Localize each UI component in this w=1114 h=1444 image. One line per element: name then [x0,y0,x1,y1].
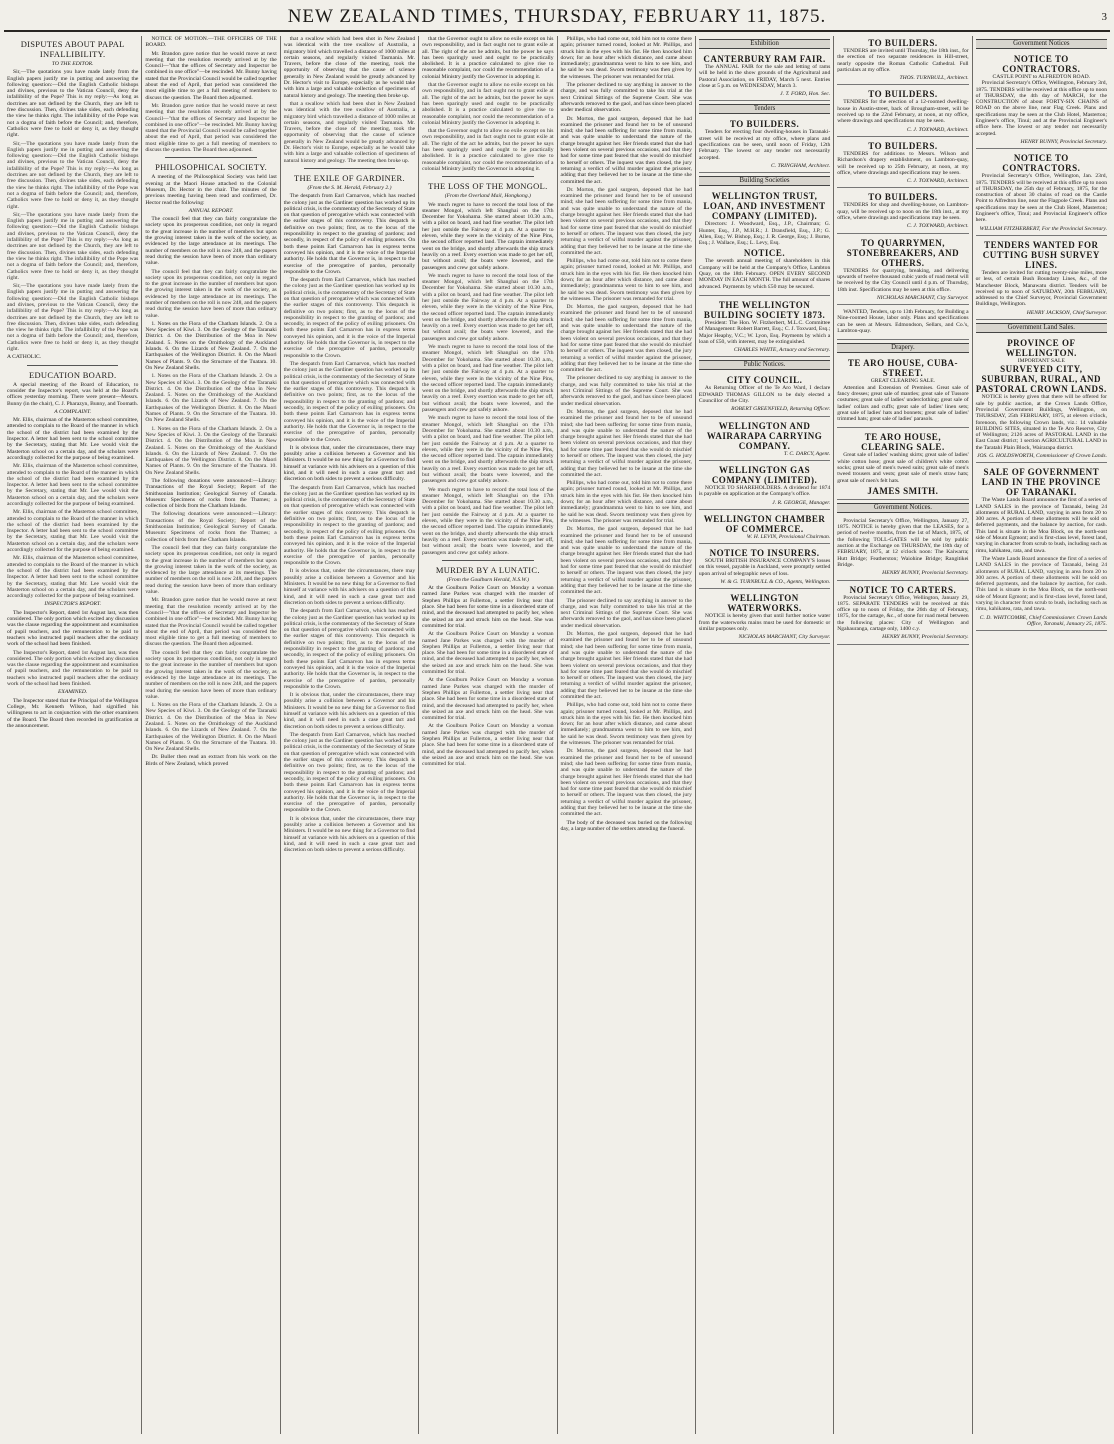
advert-title: NOTICE TO CARTERS. [849,584,957,595]
article-body: 1. Notes on the Flora of the Chatham Islands. 2. On a New Species of Kiwi. 3. On the Geology of the Taranaki District. 4. On the Distribution of the Moa in New Zealand. 5. Notes on the Ornithology of the Auckland Islands. 6. On the Lizards of New Zealand. 7. On the Earthquakes of the Wellington District. 8. On the Maori Names of Plants. 9. On the Structure of the Tuatara. 10. On New Zealand Shells. [145,373,277,424]
subhead-to-editor: TO THE EDITOR. [51,61,94,67]
advert-builders [837,190,968,233]
advert-body: SOUTH BRITISH INSURANCE COMPANY'S losses on this vessel, payable in Auckland, were promptly settled upon arrival of telegraphic news of loss. [698,558,831,577]
subhead: EXAMINED. [58,689,88,696]
advert-signature: NICHOLAS MARCHANT, City Surveyor. [738,634,831,641]
article-body: Sir,—The quotations you have made lately from the English papers justify me in putting and answering the following question:—Did the English Catholic bishops and divines, previous to the Vatican Council, deny the infallibility of the Pope? This is my reply:—As long as doctrines are not defined by the Church, they are left to free discussion. Then, divines take sides, each defending the view he thinks right. The infallibility of the Pope was not a dogma of faith before the Council; and, therefore, Catholics were free to hold or deny it, as they thought right. [7,69,139,139]
subhead: A COMPLAINT. [54,408,92,415]
article-body: The body of the deceased was buried on the following day, a large number of the settlers attending the funeral. [560,819,692,832]
advert-signature: C. J. TOXWARD, Architect. [906,223,969,230]
advert-body: Great sale of ladies' washing skirts; great sale of ladies' white cotton hose; great sale of children's white cotton socks; great sale of men's tweed suits; great sale of men's tweed trousers and vests; great sale of men's straw hats; great sale of men's felt hats. [837,452,969,484]
article-body: The despatch from Earl Carnarvon, which has reached the colony just as the Gardiner question has worked up its political crisis, is the commentary of the Secretary of State on that question of prerogative which was connected with the earlier stages of this controversy. This despatch is definitive on two points; first, as to the locus of the responsibility in respect to the granting of pardons; and secondly, in respect of the policy of exiling prisoners. On both these points Earl Carnarvon has in express terms conveyed his opinion, and it is the voice of the Imperial authority. He holds that the Governor is, in respect to the exercise of the prerogative of pardon, personally responsible to the Crown. [283,360,416,443]
advert-land-sale [976,336,1107,463]
headline-papal: DISPUTES ABOUT PAPAL INFALLIBILITY. [20,39,125,59]
advert-body: TENDERS are invited until Thursday, the 18th inst., for the erection of two separate residences in Hill-street, nearly opposite the Roman Catholic Cathedral. Full particulars at my office. [837,48,969,73]
advert-title: NOTICE TO INSURERS. [709,548,820,559]
column-7 [834,36,972,1434]
article-body: Phillips, who had come out, told him not to come there again; prisoner turned round, looked at Mr. Phillips, and struck him in the eyes with his fist. He then knocked him down; for an hour after which distance, and came about immediately; grandmamma went to him to see him, and he said he was dead. Sworn testimony was then given by the witnesses. The prisoner was remanded for trial. [560,36,692,80]
article-body: that the Governor ought to allow no exile except on his own responsibility, and in fact ought not to grant exile at all. The right of the act he admits, but the power he says has been sparingly used and ought to be practically abolished. It is a practice calculated to give rise to reasonable complaint, nor could the recommendation of a colonial Ministry justify the Governor in adopting it. [422,36,554,80]
advert-body: Tenders for erecting four dwelling-houses in Taranaki-street will be received at my office, where plans and specifications can be seen, until noon of Friday, 12th February. The lowest or any tender not necessarily accepted. [698,129,831,161]
advert-signature: HENRY BUNNY, Provincial Secretary. [1020,138,1107,145]
advert-title: TO BUILDERS. [868,38,938,48]
advert-subtitle: GREAT CLEARING SALE. [870,378,936,385]
article-body: that a swallow which had been shot in New Zealand was identical with the tree swallow of Australia, a migratory bird which travelled a distance of 1000 miles at certain seasons, and regularly visited Tasmania. Mr. Travers, before the close of the meeting, took the opportunity of observing that the cause of science generally in New Zealand would be greatly advanced by Dr. Hector's visit to Europe, especially as he would take with him a large and valuable collection of specimens of natural history and geology. The meeting then broke up. [283,100,416,164]
advert-body: Provincial Secretary's Office, Wellington, Jan. 23rd, 1875. TENDERS will be received at this office up to noon of THURSDAY, the 25th day of February, 1875, for the construction of about 30 chains of road on the Castle Point to Alfredton line, near the Flagpole Creek. Plans and specifications may be seen at the Club Hotel, Masterton; Engineer's office, Tinui; and Provincial Engineer's office here. [975,173,1107,224]
advert-taranaki-sale [976,465,1107,631]
advert-body: TENDERS for additions to Messrs. Wilson and Richardson's drapery establishment, on Lambton-quay, will be received up to 25th February, at noon, at my office, where drawings and specifications may be seen. [837,150,969,176]
headline-philosophical: PHILOSOPHICAL SOCIETY. [155,162,268,173]
section-header-building-societies: Building Societies [699,176,830,186]
advert-title: TENDERS WANTED FOR CUTTING BUSH SURVEY LINES. [982,239,1100,270]
article-body: The prisoner declined to say anything in answer to the charge, and was fully committed to take his trial at the next Criminal Sittings of the Supreme Court. She was afterwards removed to the gaol, and has since been placed under medical observation. [560,82,692,114]
advert-signature: HENRY JACKSON, Chief Surveyor. [1026,309,1107,316]
article-body: Dr. Morton, the gaol surgeon, deposed that he had examined the prisoner and found her to be of unsound mind; she had been suffering for some time from mania, and was quite unable to understand the nature of the charge brought against her. Her friends stated that she had been violent on several previous occasions, and that they had for some time past feared that she would do mischief to herself or others. The inquest was then closed, the jury returning a verdict of wilful murder against the prisoner, adding that they believed her to be insane at the time she committed the act. [560,186,692,256]
column-5 [558,36,696,1434]
article-body: Mr. Ellis, chairman of the Masterton school committee, attended to complain to the Board of the manner in which the school of the district had been examined by the Inspector. A letter had been sent to the school committee by the Secretary, stating that Mr. Lee would visit the Masterton school on a certain day, and the scholars were accordingly collected for the purpose of being examined. [7,509,139,554]
divider [27,365,118,366]
advert-title: TO BUILDERS. [729,119,800,130]
advert-chamber [699,512,830,544]
advert-gas-company [699,463,830,510]
article-body: Dr. Morton, the gaol surgeon, deposed that he had examined the prisoner and found her to be of unsound mind; she had been suffering for some time from mania, and was quite unable to understand the nature of the charge brought against her. Her friends stated that she had been violent on several previous occasions, and that they had for some time past feared that she would do mischief to herself or others. The inquest was then closed, the jury returning a verdict of wilful murder against the prisoner, adding that they believed her to be insane at the time she committed the act. [560,408,692,478]
article-body: The council feel that they can fairly congratulate the society upon its prosperous condition, not only in regard to the great increase in the number of members but upon the growing interest taken in the work of the society, as evidenced by the large attendance at its meetings. The number of members on the roll is now 248, and the papers read during the session have been of more than ordinary value. [145,544,277,596]
article-body: Mr. Brandon gave notice that he would move at next meeting that the resolution recently arrived at by the Council—"that the offices of Secretary and Inspector be combined in one office"—be rescinded. Mr. Bunny having stated that the Provincial Council would be called together about the end of April, that period was considered the most eligible time to get a full meeting of members to discuss the question. The Board then adjourned. [145,50,277,101]
article-body: A meeting of the Philosophical Society was held last evening at the Maori House attached to the Colonial Museum, Dr. Hector in the chair. The minutes of the previous meeting having been read and confirmed, Dr. Hector read the following: [145,174,277,206]
section-header-government-notices: Government Notices [976,39,1107,49]
advert-title: TE ARO HOUSE, CLEARING SALE. [861,432,945,453]
column-1 [4,36,142,1434]
advert-body: The ANNUAL FAIR for the sale and letting of rams will be held in the show grounds of the Agricultural and Pastoral Association, on FRIDAY, March 5 next. Entries close at 5 p.m. on WEDNESDAY, March 3. [698,64,831,89]
advert-title: SALE OF GOVERNMENT LAND IN THE PROVINCE OF TARANAKI. [981,467,1101,498]
article-body: The despatch from Earl Carnarvon, which has reached the colony just as the Gardiner question has worked up its political crisis, is the commentary of the Secretary of State on that question of prerogative which was connected with the earlier stages of this controversy. This despatch is definitive on two points; first, as to the locus of the responsibility in respect to the granting of pardons; and secondly, in respect of the policy of exiling prisoners. On both these points Earl Carnarvon has in express terms conveyed his opinion, and it is the voice of the Imperial authority. He holds that the Governor is, in respect to the exercise of the prerogative of pardon, personally responsible to the Crown. [283,193,416,275]
article-body: Phillips, who had come out, told him not to come there again; prisoner turned round, looked at Mr. Phillips, and struck him in the eyes with his fist. He then knocked him down; for an hour after which distance, and came about immediately; grandmamma went to him to see him, and he said he was dead. Sworn testimony was then given by the witnesses. The prisoner was remanded for trial. [560,480,692,524]
divider [442,176,533,177]
article-body: The following donations were announced:—Library: Transactions of the Royal Society; Report of the Smithsonian Institution; Geological Survey of Canada. Museum: Specimens of rocks from the Thames; a collection of birds from the Chatham Islands. [145,511,277,543]
article-body: Phillips, who had come out, told him not to come there again; prisoner turned round, looked at Mr. Phillips, and struck him in the eyes with his fist. He then knocked him down; for an hour after which distance, and came about immediately; grandmamma went to him to see him, and he said he was dead. Sworn testimony was then given by the witnesses. The prisoner was remanded for trial. [560,702,692,747]
masthead-title: NEW ZEALAND TIMES, THURSDAY, FEBRUARY 11, 1875. [287,6,827,27]
advert-signature: THOS. TURNBULL, Architect. [899,75,969,82]
article-body: Dr. Morton, the gaol surgeon, deposed that he had examined the prisoner and found her to be of unsound mind; she had been suffering for some time from mania, and was quite unable to understand the nature of the charge brought against her. Her friends stated that she had been violent on several previous occasions, and that they had for some time past feared that she would do mischief to herself or others. The inquest was then closed, the jury returning a verdict of wilful murder against the prisoner, adding that they believed her to be insane at the time she committed the act. [560,748,692,818]
advert-body: President: The Hon. W. Fitzherbert, M.L.C. Committee of Management: Robert Barrett, Esq.; C. J. Toxward, Esq.; Major Heaphy, V.C.; W. Lyon, Esq. Payments by which a loan of £50, with interest, may be extinguished. [698,319,831,345]
headline-education: EDUCATION BOARD. [28,369,117,380]
article-body: The following donations were announced:—Library: Transactions of the Royal Society; Report of the Smithsonian Institution; Geological Survey of Canada. Museum: Specimens of rocks from the Thames; a collection of birds from the Chatham Islands. [145,478,277,510]
article-body: At the Goulburn Police Court on Monday a woman named Jane Parkes was charged with the murder of Stephen Phillips at Fullerton, a settler living near that place. She had been for some time in a disordered state of mind, and the deceased had attempted to pacify her, when she seized an axe and struck him on the head. She was committed for trial. [422,585,554,629]
advert-title: TO BUILDERS. [868,140,938,151]
advert-builders [837,87,968,136]
advert-contractors [976,151,1107,236]
advert-signature: CHARLES WHITE, Actuary and Secretary. [733,347,831,354]
column-8 [973,36,1110,1434]
advert-builders [837,139,968,188]
column-6 [696,36,834,1434]
newspaper-page [4,4,1110,1436]
page-number: 3 [1101,11,1108,23]
article-body: The council feel that they can fairly congratulate the society upon its prosperous condition, not only in regard to the great increase in the number of members but upon the growing interest taken in the work of the society, as evidenced by the large attendance at its meetings. The number of members on the roll is now 248, and the papers read during the session have been of more than ordinary value. [145,216,277,267]
advert-trust-company [699,189,830,296]
subhead: INSPECTOR'S REPORT. [44,601,101,608]
advert-subtitle: CASTLE POINT to ALFREDTON ROAD. [992,74,1091,80]
advert-title: TO QUARRYMEN, STONEBREAKERS, AND OTHERS. [846,237,960,268]
article-body: We much regret to have to record the total loss of the steamer Mongol, which left Shanghai on the 17th December for Yokohama. She started about 10.30 a.m., with a pilot on board, and had fine weather. The pilot left her just outside the Fairway at 4 p.m. At a quarter to eleven, while they were in the vicinity of the Nine Pins, the second officer reported land. The captain immediately went on the bridge, and shortly afterwards the ship struck heavily on a reef. Every exertion was made to get her off, but without avail; the boats were lowered, and the passengers and crew got safely ashore. [422,344,554,414]
advert-title: THE WELLINGTON BUILDING SOCIETY 1873. [703,299,826,320]
article-body: The council feel that they can fairly congratulate the society upon its prosperous condition, not only in regard to the great increase in the number of members but upon the growing interest taken in the work of the society, as evidenced by the large attendance at its meetings. The number of members on the roll is now 248, and the papers read during the session have been of more than ordinary value. [145,649,277,700]
advert-signature: JAMES SMITH. [867,485,939,496]
advert-body: The seventh annual meeting of shareholders in this Company will be held at the Company's Office, Lambton Quay, on the 18th February. OPEN EVERY SECOND MONDAY IN EACH MONTH. The full amount of shares advanced. Payments by which £50 may be secured. [698,258,831,290]
advert-body: TENDERS for quarrying, breaking, and delivering upwards of twelve thousand cubic yards of road metal will be received by the City Council until 4 p.m. of Thursday, 18th inst. Specifications may be seen at this office. [837,267,969,293]
advert-signature: C. D. WHITCOMBE, Chief Commissioner. Crown Lands Office, Taranaki, January 25, 1875. [979,614,1107,627]
advert-toll-gates [837,516,968,581]
section-header-land-sales: Government Land Sales. [976,323,1107,333]
article-body: Sir,—The quotations you have made lately from the English papers justify me in putting and answering the following question:—Did the English Catholic bishops and divines, previous to the Vatican Council, deny the infallibility of the Pope? This is my reply:—As long as doctrines are not defined by the Church, they are left to free discussion. Then, divines take sides, each defending the view he thinks right. The infallibility of the Pope was not a dogma of faith before the Council; and, therefore, Catholics were free to hold or deny it, as they thought right. [7,283,139,353]
signature: A CATHOLIC. [7,354,42,361]
article-body: Mr. Ellis, chairman of the Masterton school committee, attended to complain to the Board of the manner in which the school of the district had been examined by the Inspector. A letter had been sent to the school committee by the Secretary, stating that Mr. Lee would visit the Masterton school on a certain day, and the scholars were accordingly collected for the purpose of being examined. [7,555,139,600]
column-3 [281,36,419,1434]
advert-signature: W. H. LEVIN, Provisional Chairman. [746,533,831,540]
article-body: The despatch from Earl Carnarvon, which has reached the colony just as the Gardiner question has worked up its political crisis, is the commentary of the Secretary of State on that question of prerogative which was connected with the earlier stages of this controversy. This despatch is definitive on two points; first, as to the locus of the responsibility in respect to the granting of pardons; and secondly, in respect of the policy of exiling prisoners. On both these points Earl Carnarvon has in express terms conveyed his opinion, and it is the voice of the Imperial authority. He holds that the Governor is, in respect to the exercise of the prerogative of pardon, personally responsible to the Crown. [283,608,416,690]
section-header-government-notices: Government Notices. [837,503,968,513]
article-body: Dr. Morton, the gaol surgeon, deposed that he had examined the prisoner and found her to be of unsound mind; she had been suffering for some time from mania, and was quite unable to understand the nature of the charge brought against her. Her friends stated that she had been violent on several previous occasions, and that they had for some time past feared that she would do mischief to herself or others. The inquest was then closed, the jury returning a verdict of wilful murder against the prisoner, adding that they believed her to be insane at the time she committed the act. [560,115,692,185]
advert-insurers [699,546,830,589]
article-body: We much regret to have to record the total loss of the steamer Mongol, which left Shanghai on the 17th December for Yokohama. She started about 10.30 a.m., with a pilot on board, and had fine weather. The pilot left her just outside the Fairway at 4 p.m. At a quarter to eleven, while they were in the vicinity of the Nine Pins, the second officer reported land. The captain immediately went on the bridge, and shortly afterwards the ship struck heavily on a reef. Every exertion was made to get her off, but without avail; the boats were lowered, and the passengers and crew got safely ashore. [422,201,554,271]
article-body: Mr. Ellis, chairman of the Masterton school committee, attended to complain to the Board of the manner in which the school of the district had been examined by the Inspector. A letter had been sent to the school committee by the Secretary, stating that Mr. Lee would visit the Masterton school on a certain day, and the scholars were accordingly collected for the purpose of being examined. [7,417,139,461]
advert-title: NOTICE. [743,248,786,259]
divider [165,157,256,158]
article-body: It is obvious that, under the circumstances, there may possibly arise a collision between a Governor and his Ministers. It would be no new thing for a Governor to find himself at variance with his advisers on a question of this kind, and it will need in such a case great tact and discretion on both sides to prevent a serious difficulty. [283,568,416,606]
article-body: At the Goulburn Police Court on Monday a woman named Jane Parkes was charged with the murder of Stephen Phillips at Fullerton, a settler living near that place. She had been for some time in a disordered state of mind, and the deceased had attempted to pacify her, when she seized an axe and struck him on the head. She was committed for trial. [422,631,554,676]
advert-title: WELLINGTON AND WAIRARAPA CARRYING COMPANY. [706,420,823,451]
source-note: (From the Goulburn Herald, N.S.W.) [446,576,529,583]
advert-title: WELLINGTON TRUST, LOAN, AND INVESTMENT COMPANY (LIMITED). [703,191,826,222]
article-body: that the Governor ought to allow no exile except on his own responsibility, and in fact ought not to grant exile at all. The right of the act he admits, but the power he says has been sparingly used and ought to be practically abolished. It is a practice calculated to give rise to reasonable complaint, nor could the recommendation of a colonial Ministry justify the Governor in adopting it. [422,82,554,126]
article-body: 1. Notes on the Flora of the Chatham Islands. 2. On a New Species of Kiwi. 3. On the Geology of the Taranaki District. 4. On the Distribution of the Moa in New Zealand. 5. Notes on the Ornithology of the Auckland Islands. 6. On the Lizards of New Zealand. 7. On the Earthquakes of the Wellington District. 8. On the Maori Names of Plants. 9. On the Structure of the Tuatara. 10. On New Zealand Shells. [145,702,277,753]
article-body: At the Goulburn Police Court on Monday a woman named Jane Parkes was charged with the murder of Stephen Phillips at Fullerton, a settler living near that place. She had been for some time in a disordered state of mind, and the deceased had attempted to pacify her, when she seized an axe and struck him on the head. She was committed for trial. [422,723,554,768]
article-body: We much regret to have to record the total loss of the steamer Mongol, which left Shanghai on the 17th December for Yokohama. She started about 10.30 a.m., with a pilot on board, and had fine weather. The pilot left her just outside the Fairway at 4 p.m. At a quarter to eleven, while they were in the vicinity of the Nine Pins, the second officer reported land. The captain immediately went on the bridge, and shortly afterwards the ship struck heavily on a reef. Every exertion was made to get her off, but without avail; the boats were lowered, and the passengers and crew got safely ashore. [422,272,554,342]
column-4 [419,36,557,1434]
advert-signature: HENRY BUNNY, Provincial Secretary. [882,570,969,577]
section-header-public-notices: Public Notices. [699,360,830,370]
article-body: At the Goulburn Police Court on Monday a woman named Jane Parkes was charged with the murder of Stephen Phillips at Fullerton, a settler living near that place. She had been for some time in a disordered state of mind, and the deceased had attempted to pacify her, when she seized an axe and struck him on the head. She was committed for trial. [422,677,554,722]
article-body: The prisoner declined to say anything in answer to the charge, and was fully committed to take his trial at the next Criminal Sittings of the Supreme Court. She was afterwards removed to the gaol, and has since been placed under medical observation. [560,375,692,407]
article-body: 1. Notes on the Flora of the Chatham Islands. 2. On a New Species of Kiwi. 3. On the Geology of the Taranaki District. 4. On the Distribution of the Moa in New Zealand. 5. Notes on the Ornithology of the Auckland Islands. 6. On the Lizards of New Zealand. 7. On the Earthquakes of the Wellington District. 8. On the Maori Names of Plants. 9. On the Structure of the Tuatara. 10. On New Zealand Shells. [145,425,277,476]
advert-body: Directors: J. Woodward, Esq., J.P., Chairman; G. Hunter, Esq., J.P., M.H.R.; J. Dransfield, Esq., J.P.; G. Allen, Esq.; W. Bishop, Esq.; J. R. George, Esq.; J. Burne, Esq.; J. Wallace, Esq.; L. Levy, Esq. [698,221,831,247]
advert-bush-lines [976,238,1107,320]
advert-title: CANTERBURY RAM FAIR. [703,54,826,64]
advert-carters [837,583,968,645]
subhead: ANNUAL REPORT. [188,207,234,214]
divider [442,560,533,561]
advert-builders [837,36,968,85]
advert-title: NOTICE TO CONTRACTORS. [1002,153,1081,174]
advert-signature: J. T. FORD, Hon. Sec. [780,91,831,98]
advert-title: CITY COUNCIL. [726,375,803,386]
article-body: Mr. Brandon gave notice that he would move at next meeting that the resolution recently arrived at by the Council—"that the offices of Secretary and Inspector be combined in one office"—be rescinded. Mr. Bunny having stated that the Provincial Council would be called together about the end of April, that period was considered the most eligible time to get a full meeting of members to discuss the question. The Board then adjourned. [145,102,277,154]
advert-body: NOTICE TO SHAREHOLDERS. A dividend for 1874 is payable on application at the Company's office. [698,484,831,498]
advert-title: PROVINCE OF WELLINGTON. [1005,338,1077,359]
advert-title: WELLINGTON CHAMBER OF COMMERCE. [703,513,826,534]
article-body: The Inspector stated that the Principal of the Wellington College, Mr. Kenneth Wilson, had signified his willingness to act in conjunction with the other examiners of the Board. The Board then recorded its gratification at the announcement. [7,697,139,729]
article-body: It is obvious that, under the circumstances, there may possibly arise a collision between a Governor and his Ministers. It would be no new thing for a Governor to find himself at variance with his advisers on a question of this kind, and it will need in such a case great tact and discretion on both sides to prevent a serious difficulty. [283,692,416,730]
advert-signature: C. J. TOXWARD, Architect. [906,178,969,185]
advert-builders [699,117,830,173]
article-body: that a swallow which had been shot in New Zealand was identical with the tree swallow of Australia, a migratory bird which travelled a distance of 1000 miles at certain seasons, and regularly visited Tasmania. Mr. Travers, before the close of the meeting, took the opportunity of observing that the cause of science generally in New Zealand would be greatly advanced by Dr. Hector's visit to Europe, especially as he would take with him a large and valuable collection of specimens of natural history and geology. The meeting then broke up. [283,36,416,99]
article-body: We much regret to have to record the total loss of the steamer Mongol, which left Shanghai on the 17th December for Yokohama. She started about 10.30 a.m., with a pilot on board, and had fine weather. The pilot left her just outside the Fairway at 4 p.m. At a quarter to eleven, while they were in the vicinity of the Nine Pins, the second officer reported land. The captain immediately went on the bridge, and shortly afterwards the ship struck heavily on a reef. Every exertion was made to get her off, but without avail; the boats were lowered, and the passengers and crew got safely ashore. [422,486,554,556]
article-body: It is obvious that, under the circumstances, there may possibly arise a collision between a Governor and his Ministers. It would be no new thing for a Governor to find himself at variance with his advisers on a question of this kind, and it will need in such a case great tact and discretion on both sides to prevent a serious difficulty. [283,444,416,483]
advert-title: NOTICE TO CONTRACTORS. [1002,54,1081,74]
article-body: The despatch from Earl Carnarvon, which has reached the colony just as the Gardiner question has worked up its political crisis, is the commentary of the Secretary of State on that question of prerogative which was connected with the earlier stages of this controversy. This despatch is definitive on two points; first, as to the locus of the responsibility in respect to the granting of pardons; and secondly, in respect of the policy of exiling prisoners. On both these points Earl Carnarvon has in express terms conveyed his opinion, and it is the voice of the Imperial authority. He holds that the Governor is, in respect to the exercise of the prerogative of pardon, personally responsible to the Crown. [283,731,416,814]
headline-mongol: THE LOSS OF THE MONGOL. [428,181,548,192]
advert-title: WELLINGTON WATERWORKS. [727,593,802,614]
source-note: (From the Overland Mail, Hongkong.) [444,193,531,200]
advert-signature: HENRY BUNNY, Provincial Secretary. [882,634,969,641]
advert-waterworks [699,591,830,644]
advert-title: TE ARO HOUSE, CUBA-STREET. [847,358,958,379]
advert-title: SURVEYED CITY, SUBURBAN, RURAL, AND PASTORAL CROWN LANDS. [975,364,1107,395]
article-body: NOTICE OF MOTION.—THE OFFICERS OF THE BOARD. [145,36,277,49]
article-body: Mr. Ellis, chairman of the Masterton school committee, attended to complain to the Board of the manner in which the school of the district had been examined by the Inspector. A letter had been sent to the school committee by the Secretary, stating that Mr. Lee would visit the Masterton school on a certain day, and the scholars were accordingly collected for the purpose of being examined. [7,463,139,507]
advert-body: TENDERS for shop and dwelling-house, on Lambton-quay, will be received up to noon on the 18th inst., at my office, where drawings and specifications may be seen. [837,202,969,222]
advert-signature: J. R. GEORGE, Manager. [772,499,831,506]
advert-signature: C. TRINGHAM, Architect. [771,162,831,169]
advert-contractors [976,52,1107,149]
advert-title: TO BUILDERS. [868,89,938,100]
masthead [4,4,1110,32]
article-body: The prisoner declined to say anything in answer to the charge, and was fully committed to take his trial at the next Criminal Sittings of the Supreme Court. She was afterwards removed to the gaol, and has since been placed under medical observation. [560,597,692,629]
article-body: 1. Notes on the Flora of the Chatham Islands. 2. On a New Species of Kiwi. 3. On the Geology of the Taranaki District. 4. On the Distribution of the Moa in New Zealand. 5. Notes on the Ornithology of the Auckland Islands. 6. On the Lizards of New Zealand. 7. On the Earthquakes of the Wellington District. 8. On the Maori Names of Plants. 9. On the Structure of the Tuatara. 10. On New Zealand Shells. [145,320,277,371]
advert-signature: T. C. DARCY, Agent. [783,450,831,457]
advert-building-society [699,298,830,357]
article-body: It is obvious that, under the circumstances, there may possibly arise a collision between a Governor and his Ministers. It would be no new thing for a Governor to find himself at variance with his advisers on a question of this kind, and it will need in such a case great tact and discretion on both sides to prevent a serious difficulty. [283,815,416,854]
advert-body: The Waste Lands Board announce the first of a series of LAND SALES in the province of Taranaki, being 24 allotments of RURAL LAND, varying in area from 20 to 300 acres. A portion of these allotments will be sold on deferred payments, and the balance by auction, for cash. This land is situate in the Moa Block, on the north-east side of Mount Egmont; and is first-class level, forest land, varying in character from scrub to bush, including such as rimu, kahikatea, rata, and tawa. [975,555,1107,613]
advert-title: TO BUILDERS. [868,192,938,203]
article-body: Dr. Buller then read an extract from his work on the Birds of New Zealand, which proved [145,754,277,767]
article-body: Phillips, who had come out, told him not to come there again; prisoner turned round, looked at Mr. Phillips, and struck him in the eyes with his fist. He then knocked him down; for an hour after which distance, and came about immediately; grandmamma went to him to see him, and he said he was dead. Sworn testimony was then given by the witnesses. The prisoner was remanded for trial. [560,258,692,302]
advert-te-aro-house [837,356,968,428]
advert-quarrymen [837,236,968,305]
advert-body: Provincial Secretary's Office, Wellington, January 27, 1875. NOTICE is hereby given that the LEASES, for a period of twelve months, from the 1st of March, 1875, of the following TOLL-GATES will be sold by public auction at the Exchange on THURSDAY, the 18th day of FEBRUARY, 1875, at 12 o'clock noon: The Kaiwarra; Hutt Bridge; Featherston; Waiohine Bridge; Rangitikei Bridge. [837,517,969,568]
article-body: Dr. Morton, the gaol surgeon, deposed that he had examined the prisoner and found her to be of unsound mind; she had been suffering for some time from mania, and was quite unable to understand the nature of the charge brought against her. Her friends stated that she had been violent on several previous occasions, and that they had for some time past feared that she would do mischief to herself or others. The inquest was then closed, the jury returning a verdict of wilful murder against the prisoner, adding that they believed her to be insane at the time she committed the act. [560,526,692,596]
headline-murder: MURDER BY A LUNATIC. [435,564,540,575]
advert-body: TENDERS for the erection of a 12-roomed dwelling-house in Austin-street, back of Brougham-street, will be received up to the 22nd February, at noon, at my office, where drawings and specifications may be seen. [837,99,969,125]
advert-signature: NICHOLAS MARCHANT, City Surveyor. [876,294,969,301]
advert-subtitle: IMPORTANT SALE [1017,358,1065,365]
section-header-tenders: Tenders [699,104,830,114]
divider [304,168,395,169]
advert-ram-fair [699,52,830,101]
article-body: Dr. Morton, the gaol surgeon, deposed that he had examined the prisoner and found her to be of unsound mind; she had been suffering for some time from mania, and was quite unable to understand the nature of the charge brought against her. Her friends stated that she had been violent on several previous occasions, and that they had for some time past feared that she would do mischief to herself or others. The inquest was then closed, the jury returning a verdict of wilful murder against the prisoner, adding that they believed her to be insane at the time she committed the act. [560,304,692,374]
article-body: The Inspector's Report, dated 1st August last, was then considered. The only portion which excited any discussion was the clause regarding the appointment and examination of pupil teachers, and the remuneration to be paid to teachers who instructed pupil teachers after the ordinary work of the school had been finished. [7,609,139,648]
advert-body: The Waste Lands Board announce the first of a series of LAND SALES in the province of Taranaki, being 24 allotments of RURAL LAND, varying in area from 20 to 300 acres. A portion of these allotments will be sold on deferred payments, and the balance by auction, for cash. This land is situate in the Moa Block, on the north-east side of Mount Egmont; and is first-class level, forest land, varying in character from scrub to bush, including such as rimu, kahikatea, rata, and tawa. [975,497,1107,554]
advert-signature: ROBERT GREENFIELD, Returning Officer. [731,406,831,413]
article-body: The despatch from Earl Carnarvon, which has reached the colony just as the Gardiner question has worked up its political crisis, is the commentary of the Secretary of State on that question of prerogative which was connected with the earlier stages of this controversy. This despatch is definitive on two points; first, as to the locus of the responsibility in respect to the granting of pardons; and secondly, in respect of the policy of exiling prisoners. On both these points Earl Carnarvon has in express terms conveyed his opinion, and it is the voice of the Imperial authority. He holds that the Governor is, in respect to the exercise of the prerogative of pardon, personally responsible to the Crown. [283,277,416,359]
advert-city-council [699,373,830,416]
source-note: (From the S. M. Herald, February 2.) [307,184,392,191]
advert-body: NOTICE is hereby given that until further notice water from the waterworks mains must be used for domestic or similar purposes only. [698,613,831,632]
advert-title: WELLINGTON GAS COMPANY (LIMITED). [711,464,818,485]
advert-body: As Returning Officer of the Te Aro Ward, I declare EDWARD THOMAS GILLON to be duly elected a Councillor of the City. [698,385,831,405]
advert-signature: C. J. TOXWARD, Architect. [906,126,969,133]
article-body: The council feel that they can fairly congratulate the society upon its prosperous condition, not only in regard to the great increase in the number of members but upon the growing interest taken in the work of the society, as evidenced by the large attendance at its meetings. The number of members on the roll is now 248, and the papers read during the session have been of more than ordinary value. [145,268,277,319]
advert-signature: W. & G. TURNBULL & CO., Agents, Wellington. [720,578,831,585]
advert-body: NOTICE is hereby given that there will be offered for sale by public auction, at the Crown Lands Office, Provincial Government Buildings, Wellington, on THURSDAY, 25th FEBRUARY, 1875, at eleven o'clock, forenoon, the following Crown lands, viz.: 14 valuable BUILDING SITES, situated in the Te Aro Reserve, City of Wellington; 2126 acres of PASTORAL LAND in the East Coast district; 1 section AGRICULTURAL LAND in the Taratahi Plain Block, Wairarapa district. [975,394,1107,451]
article-body: Dr. Morton, the gaol surgeon, deposed that he had examined the prisoner and found her to be of unsound mind; she had been suffering for some time from mania, and was quite unable to understand the nature of the charge brought against her. Her friends stated that she had been violent on several previous occasions, and that they had for some time past feared that she would do mischief to herself or others. The inquest was then closed, the jury returning a verdict of wilful murder against the prisoner, adding that they believed her to be insane at the time she committed the act. [560,631,692,700]
advert-body: WANTED, Tenders, up to 13th February, for Building a Nine-roomed House, labor only. Plans and specifications can be seen at Messrs. Edmondson, Sellars, and Co.'s, Lambton-quay. [837,309,969,335]
article-body: Sir,—The quotations you have made lately from the English papers justify me in putting and answering the following question:—Did the English Catholic bishops and divines, previous to the Vatican Council, deny the infallibility of the Pope? This is my reply:—As long as doctrines are not defined by the Church, they are left to free discussion. Then, divines take sides, each defending the view he thinks right. The infallibility of the Pope was not a dogma of faith before the Council; and, therefore, Catholics were free to hold or deny it, as they thought right. [7,211,139,281]
column-2 [142,36,280,1434]
section-header-exhibition: Exhibition [699,39,830,49]
advert-body: Provincial Secretary's Office, Wellington, January 29, 1875. SEPARATE TENDERS will be received at this office up to noon of Friday, the 26th day of February, 1875, for the cartage, &c., of stone for road metal between the following places: City of Wellington and Ngahauranga, cartage only, 1400 c.y. [837,594,969,633]
advert-body: Tenders are invited for cutting twenty-nine miles, more or less, of certain Bush Boundary Lines, &c., of the Manchester Block, Manawatu district. Tenders will be received up to noon of SATURDAY, 20th FEBRUARY, addressed to the Chief Surveyor, Provincial Government Buildings, Wellington. [975,269,1107,308]
section-header-drapery: Drapery. [837,343,968,353]
advert-wairarapa [699,419,830,461]
headline-exile: THE EXILE OF GARDINER. [293,172,405,183]
article-body: The Inspector's Report, dated 1st August last, was then considered. The only portion which excited any discussion was the clause regarding the appointment and examination of pupil teachers, and the remuneration to be paid to teachers who instructed pupil teachers after the ordinary work of the school had been finished. [7,649,139,688]
article-body: Sir,—The quotations you have made lately from the English papers justify me in putting and answering the following question:—Did the English Catholic bishops and divines, previous to the Vatican Council, deny the infallibility of the Pope? This is my reply:—As long as doctrines are not defined by the Church, they are left to free discussion. Then, divines take sides, each defending the view he thinks right. The infallibility of the Pope was not a dogma of faith before the Council; and, therefore, Catholics were free to hold or deny it, as they thought right. [7,140,139,210]
advert-signature: WILLIAM FITZHERBERT, For the Provincial Secretary. [979,225,1107,232]
article-body: that the Governor ought to allow no exile except on his own responsibility, and in fact ought not to grant exile at all. The right of the act he admits, but the power he says has been sparingly used and ought to be practically abolished. It is a practice calculated to give rise to reasonable complaint, nor could the recommendation of a colonial Ministry justify the Governor in adopting it. [422,128,554,172]
article-body: A special meeting of the Board of Education, to consider the Inspector's report, was held at the Board's offices yesterday morning. There were present—Messrs. Bunny (in the chair), C. J. Pharazyn, Bunny, and Toomath. [7,381,139,407]
advert-body: Attention and Extension of Premises. Great sale of fancy dresses; great sale of mantles; great sale of Tussore costumes; great sale of ladies' underclothing; great sale of ladies' collars and cuffs; great sale of ladies' linen sets; great sale of ladies' hats and bonnets; great sale of ladies' trimmed hats; great sale of ladies' parasols. [837,384,969,423]
advert-wanted [837,307,968,340]
advert-te-aro-clearing [837,430,968,499]
article-body: The despatch from Earl Carnarvon, which has reached the colony just as the Gardiner question has worked up its political crisis, is the commentary of the Secretary of State on that question of prerogative which was connected with the earlier stages of this controversy. This despatch is definitive on two points; first, as to the locus of the responsibility in respect to the granting of pardons; and secondly, in respect of the policy of exiling prisoners. On both these points Earl Carnarvon has in express terms conveyed his opinion, and it is the voice of the Imperial authority. He holds that the Governor is, in respect to the exercise of the prerogative of pardon, personally responsible to the Crown. [283,484,416,567]
advert-signature: JOS. G. HOLDSWORTH, Commissioner of Crown Lands. [976,452,1107,459]
article-body: Mr. Brandon gave notice that he would move at next meeting that the resolution recently arrived at by the Council—"that the offices of Secretary and Inspector be combined in one office"—be rescinded. Mr. Bunny having stated that the Provincial Council would be called together about the end of April, that period was considered the most eligible time to get a full meeting of members to discuss the question. The Board then adjourned. [145,597,277,648]
article-body: We much regret to have to record the total loss of the steamer Mongol, which left Shanghai on the 17th December for Yokohama. She started about 10.30 a.m., with a pilot on board, and had fine weather. The pilot left her just outside the Fairway at 4 p.m. At a quarter to eleven, while they were in the vicinity of the Nine Pins, the second officer reported land. The captain immediately went on the bridge, and shortly afterwards the ship struck heavily on a reef. Every exertion was made to get her off, but without avail; the boats were lowered, and the passengers and crew got safely ashore. [422,415,554,485]
advert-body: Provincial Secretary's Office, Wellington, February 3rd, 1875. TENDERS will be received at this office up to noon of THURSDAY, the 4th day of MARCH, for the CONSTRUCTION of about FORTY-SIX CHAINS of ROAD on the above line, near Flag Creek. Plans and specifications may be seen at the Club Hotel, Masterton; Engineer's office, Tinui; and at the Provincial Engineer's office here. The lowest or any tender not necessarily accepted. [975,80,1107,137]
